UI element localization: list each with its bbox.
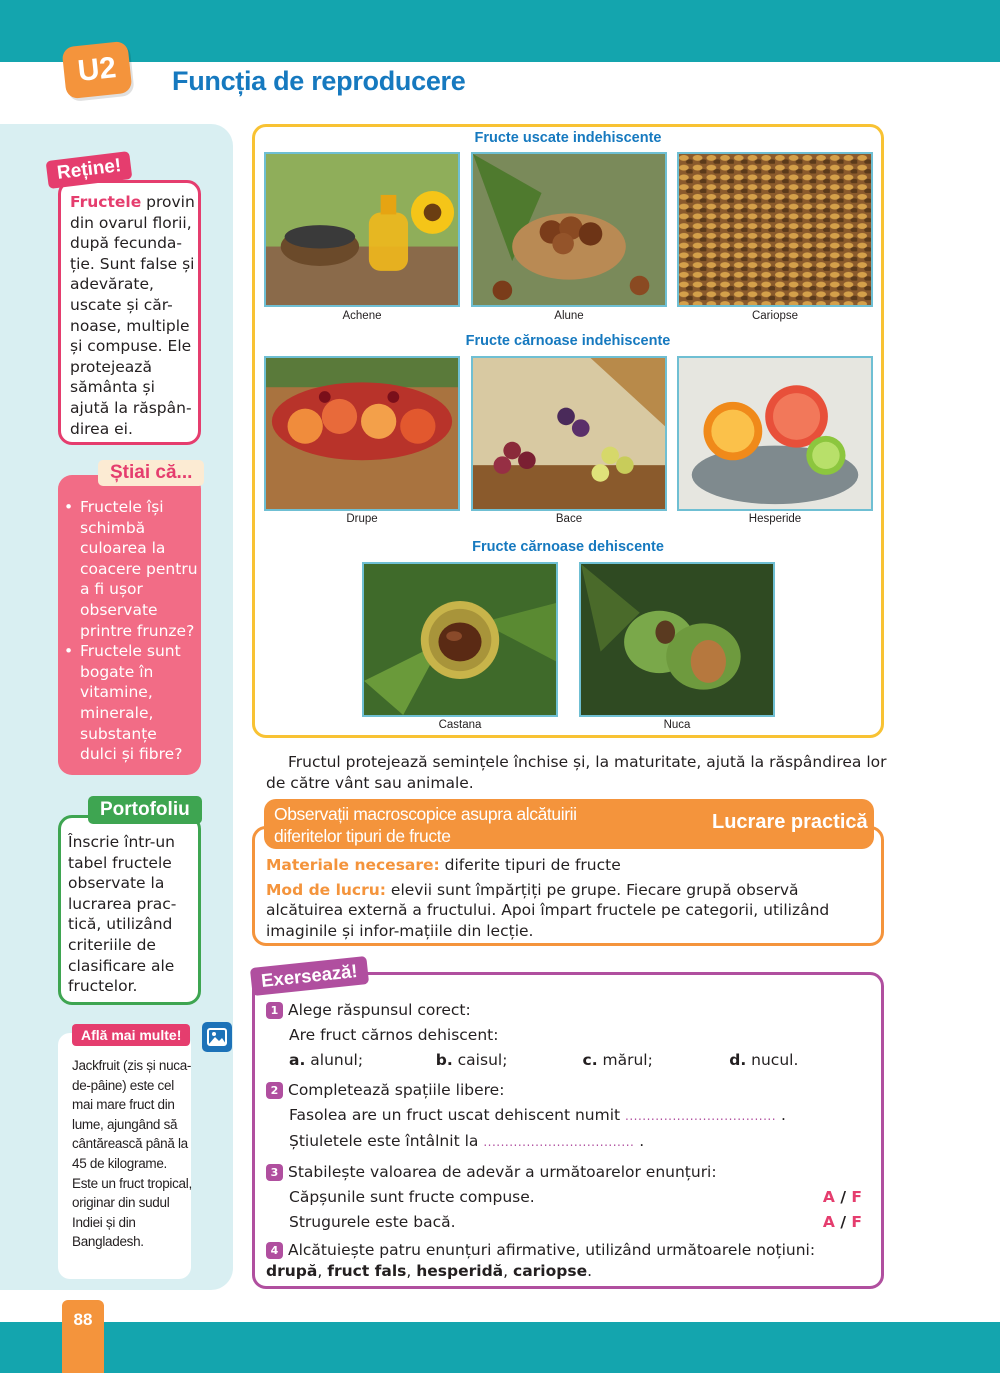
retine-tag: Reține! (46, 151, 133, 189)
true-false-row: Strugurele este bacă. A / F (266, 1210, 876, 1235)
question-number: 1 (266, 1002, 283, 1019)
unit-badge: U2 (61, 41, 132, 100)
gallery-heading: Fructe cărnoase indehiscente (465, 333, 671, 349)
photo-caption: Bace (555, 513, 583, 525)
stiai-list (62, 497, 198, 765)
answer-options (266, 1048, 876, 1073)
true-false-row: Căpșunile sunt fructe compuse. A / F (266, 1185, 876, 1210)
portofoliu-tag: Portofoliu (88, 796, 202, 824)
stiai-tag: Știai că... (98, 460, 204, 486)
answer-option[interactable]: c. mărul; (582, 1051, 653, 1069)
afla-text: Jackfruit (zis și nuca-de-pâine) este cel mai mare fruct din lume, ajungând să cântărească până la 45 de kilograme. Este un fruct tropical, originar din sudul Indiei și din Bangladesh. (72, 1058, 192, 1250)
bottom-band (0, 1322, 1000, 1373)
photo-bace (471, 356, 667, 511)
lucrare-text (266, 855, 876, 941)
answer-option[interactable]: b. caisul; (435, 1051, 508, 1069)
photo-caption: Cariopse (751, 310, 799, 322)
question-2 (266, 1078, 876, 1103)
intro-paragraph: Fructul protejează semințele închise și, la maturitate, ajută la răspândirea lor de către vânt sau animale. (266, 753, 887, 792)
exerseaza-body (266, 998, 876, 1282)
blank-field[interactable]: ................................... (625, 1109, 777, 1123)
retine-body: provin din ovarul florii, după fecunda-ție. Sunt false și adevărate, uscate și căr-noase, multiple și compuse. Ele protejează sământa și ajută la răspân-direa ei. (70, 193, 195, 438)
photo-caption: Hesperide (748, 513, 802, 525)
retine-text (70, 192, 198, 439)
photo-caption: Drupe (346, 513, 378, 525)
photo-achene (264, 152, 460, 307)
image-icon[interactable] (202, 1022, 232, 1052)
question-text: Alege răspunsul corect: (288, 1001, 471, 1019)
question-number: 4 (266, 1242, 283, 1259)
photo-caption: Alune (554, 310, 584, 322)
portofoliu-text: Înscrie într-un tabel fructele observate la lucrarea prac-tică, utilizând criteriile de clasificare ale fructelor. (68, 833, 177, 996)
true-false-choice[interactable]: A / F (822, 1188, 862, 1206)
materiale-text: diferite tipuri de fructe (439, 856, 621, 874)
fill-line: Știuletele este întâlnit la ................................... . (289, 1132, 645, 1150)
gallery-heading: Fructe uscate indehiscente (474, 130, 662, 146)
photo-caption: Nuca (663, 719, 691, 731)
photo-caption: Achene (342, 310, 382, 322)
materiale-label: Materiale necesare: (266, 856, 440, 874)
mod-text: elevii sunt împărțiți pe grupe. Fiecare grupă observă alcătuirea externă a fructului. Apoi împart fructele pe categorii, utilizând imaginile și infor-mațiile din lecție. (266, 880, 830, 940)
fill-line: Fasolea are un fruct uscat dehiscent numit ................................... . (289, 1106, 786, 1124)
question-3 (266, 1160, 876, 1185)
answer-option[interactable]: d. nucul. (729, 1051, 799, 1069)
photo-hesperide (677, 356, 873, 511)
lucrare-label: Lucrare practică (712, 811, 868, 833)
question-number: 2 (266, 1082, 283, 1099)
photo-nuca (579, 562, 775, 717)
question-text: Stabilește valoarea de adevăr a următoarelor enunțuri: (288, 1163, 717, 1181)
lucrare-title: Observații macroscopice asupra alcătuirii diferitelor tipuri de fructe (274, 804, 577, 846)
blank-field[interactable]: ................................... (483, 1135, 635, 1149)
stiai-item: • Fructele își schimbă culoarea la coacere pentru a fi ușor observate printre frunze? (62, 497, 198, 641)
top-band (0, 0, 1000, 62)
question-text: Completează spațiile libere: (288, 1081, 505, 1099)
answer-option[interactable]: a. alunul; (289, 1051, 364, 1069)
question-4: 4 Alcătuiește patru enunțuri afirmative, utilizând următoarele noțiuni: drupă, fruct fals, hesperidă, cariopse. (266, 1241, 816, 1280)
photo-alune (471, 152, 667, 307)
stiai-item: • Fructele sunt bogate în vitamine, minerale, substanțe dulci și fibre? (62, 641, 198, 765)
photo-drupe (264, 356, 460, 511)
exerseaza-tag: Exersează! (250, 956, 369, 996)
gallery-heading: Fructe cărnoase dehiscente (472, 539, 664, 555)
question-number: 3 (266, 1164, 283, 1181)
mod-label: Mod de lucru: (266, 880, 386, 899)
page-title: Funcția de reproducere (172, 66, 466, 96)
question-1 (266, 998, 876, 1023)
afla-tag: Află mai multe! (72, 1024, 190, 1046)
photo-castana (362, 562, 558, 717)
true-false-choice[interactable]: A / F (822, 1213, 862, 1231)
photo-caption: Castana (438, 719, 482, 731)
photo-cariopse (677, 152, 873, 307)
page-number: 88 (62, 1300, 104, 1373)
retine-highlight: Fructele (70, 193, 142, 211)
question-sub: Are fruct cărnos dehiscent: (289, 1026, 499, 1044)
